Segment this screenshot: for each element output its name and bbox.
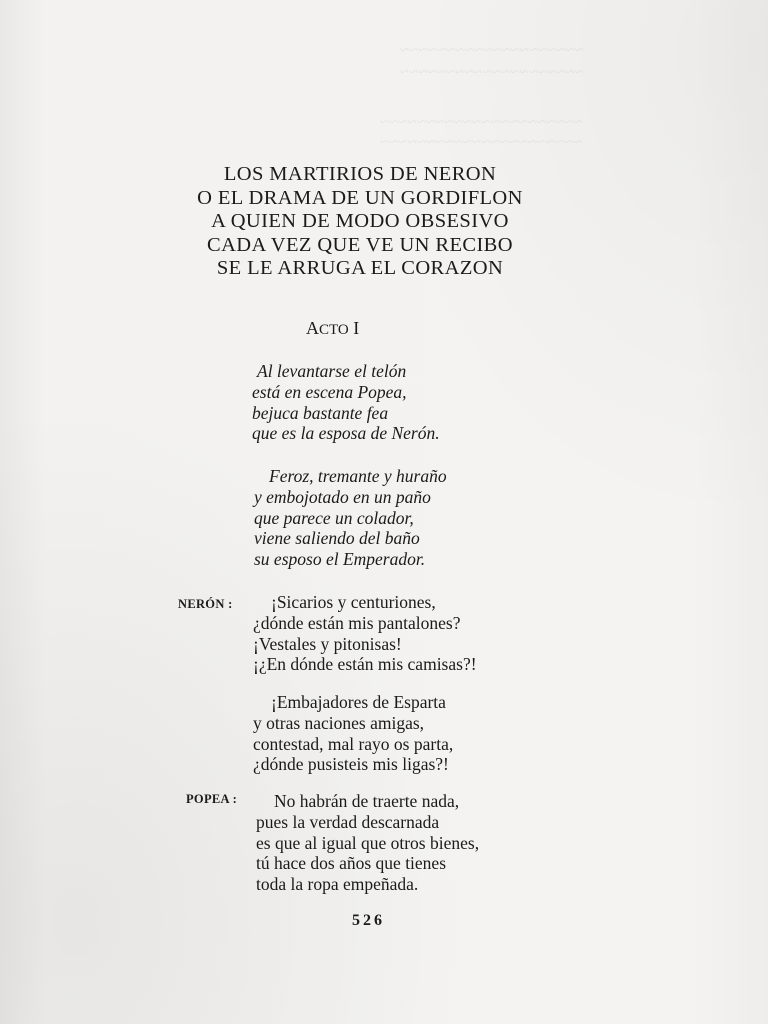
verse-line: ¡Sicarios y centuriones, [271,592,436,612]
show-through-text: ~~~~~~~~~~~~~~~~~~~~~~ [380,112,583,131]
verse-line: viene saliendo del baño [254,528,420,549]
act-heading-initial: A [306,318,319,338]
speech [253,592,477,675]
verse-line: contestad, mal rayo os parta, [253,733,454,754]
verse-line: y embojotado en un paño [254,486,431,507]
page-number: 526 [352,912,385,929]
title-line: LOS MARTIRIOS DE NERON [223,163,497,185]
speech [256,791,479,895]
act-heading [306,318,359,339]
verse-line: toda la ropa empeñada. [256,874,419,895]
verse-line: tú hace dos años que tienes [256,853,447,874]
show-through-text: ~~~~~~~~~~~~~~~~~~~~~~ [380,132,583,151]
verse-line: está en escena Popea, [252,381,407,402]
verse-line: ¡Vestales y pitonisas! [253,633,402,654]
speech [253,692,453,775]
verse-line: es que al igual que otros bienes, [256,832,480,853]
verse-line: ¡¿En dónde están mis camisas?! [253,654,477,675]
verse-line: ¡Embajadores de Esparta [271,692,446,712]
show-through-text: ~~~~~~~~~~~~~~~~~~~~ [400,62,584,81]
title-line: A QUIEN DE MODO OBSESIVO [211,210,509,232]
title-line: SE LE ARRUGA EL CORAZON [216,257,504,279]
verse-line: que es la esposa de Nerón. [252,423,440,444]
verse-line: Al levantarse el telón [257,361,407,381]
stage-direction [254,466,447,570]
verse-line: ¿dónde pusisteis mis ligas?! [253,754,449,775]
poem-title [150,163,570,281]
title-line: O EL DRAMA DE UN GORDIFLON [197,186,523,209]
verse-line: y otras naciones amigas, [253,712,425,733]
show-through-text: ~~~~~~~~~~~~~~~~~~~~ [400,40,584,59]
stage-direction [252,361,440,444]
verse-line: Feroz, tremante y huraño [269,466,447,486]
verse-line: que parece un colador, [254,507,414,528]
act-heading-numeral: I [348,318,360,338]
speaker-label: NERÓN : [178,597,233,611]
speaker-label: POPEA : [186,792,238,806]
title-line: CADA VEZ QUE VE UN RECIBO [207,233,513,256]
verse-line: ¿dónde están mis pantalones? [253,612,461,633]
act-heading-smallcaps: CTO [319,322,349,338]
verse-line: bejuca bastante fea [252,402,389,423]
verse-line: su esposo el Emperador. [254,549,426,570]
verse-line: No habrán de traerte nada, [274,791,460,811]
verse-line: pues la verdad descarnada [256,811,440,832]
